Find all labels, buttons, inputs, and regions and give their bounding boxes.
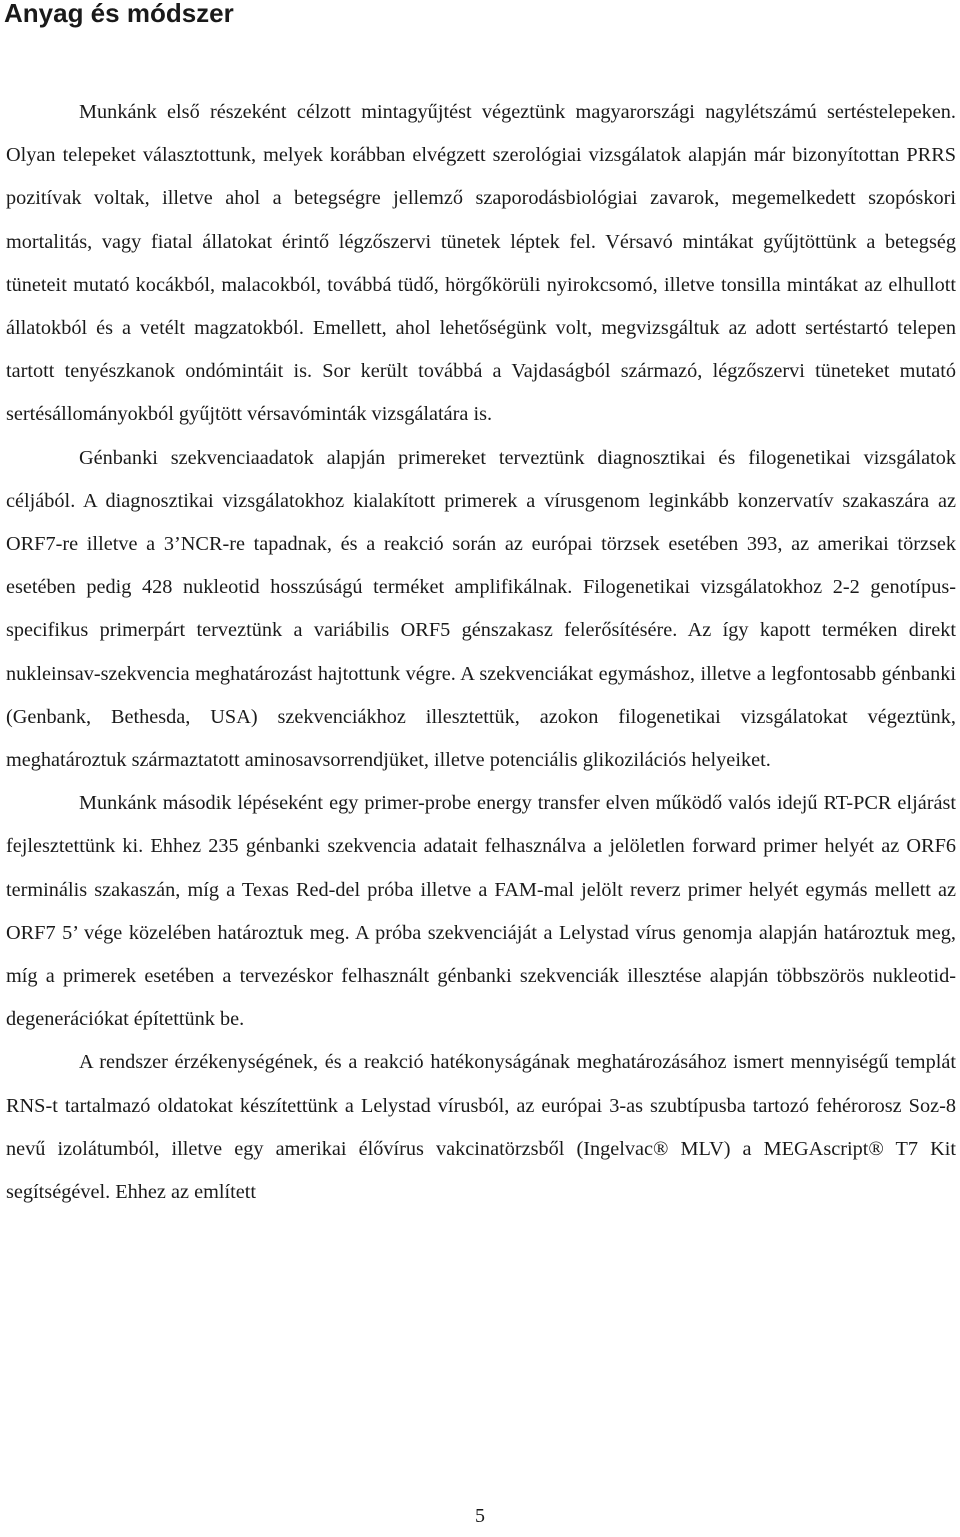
page-number: 5 xyxy=(475,1505,485,1527)
paragraph-4: A rendszer érzékenységének, és a reakció hatékonyságának meghatározásához ismert mennyiségű templát RNS-t tartalmazó oldatokat készítettünk a Lelystad vírusból, az európai 3-as szubtípusba tartozó fehérorosz Soz-8 nevű izolátumból, illetve egy amerikai élővírus vakcinatörzsből (Ingelvac® MLV) a MEGAscript® T7 Kit segítségével. Ehhez az említett xyxy=(6,1051,956,1204)
body-text xyxy=(6,91,956,1214)
paragraph-3: Munkánk második lépéseként egy primer-probe energy transfer elven működő valós idejű RT-PCR eljárást fejlesztettünk ki. Ehhez 235 génbanki szekvencia adatait felhasználva a jelöletlen forward primer helyét az ORF6 terminális szakaszán, míg a Texas Red-del próba illetve a FAM-mal jelölt reverz primer helyét egymás mellett az ORF7 5’ vége közelében határoztuk meg. A próba szekvenciáját a Lelystad vírus genomja alapján határoztuk meg, míg a primerek esetében a tervezéskor felhasznált génbanki szekvenciák illesztése alapján többszörös nukleotid-degenerációkat építettünk be. xyxy=(6,792,956,1031)
section-heading: Anyag és módszer xyxy=(4,0,234,28)
paragraph-1: Munkánk első részeként célzott mintagyűjtést végeztünk magyarországi nagylétszámú sertéstelepeken. Olyan telepeket választottunk, melyek korábban elvégzett szerológiai vizsgálatok alapján már bizonyítottan PRRS pozitívak voltak, illetve ahol a betegségre jellemző szaporodásbiológiai zavarok, megemelkedett szopóskori mortalitás, vagy fiatal állatokat érintő légzőszervi tünetek léptek fel. Vérsavó mintákat gyűjtöttünk a betegség tüneteit mutató kocákból, malacokból, továbbá tüdő, hörgőkörüli nyirokcsomó, illetve tonsilla mintákat az elhullott állatokból és a vetélt magzatokból. Emellett, ahol lehetőségünk volt, megvizsgáltuk az adott sertéstartó telepen tartott tenyészkanok ondómintáit is. Sor került továbbá a Vajdaságból származó, légzőszervi tüneteket mutató sertésállományokból gyűjtött vérsavóminták vizsgálatára is. xyxy=(6,101,956,426)
paragraph-2: Génbanki szekvenciaadatok alapján primereket terveztünk diagnosztikai és filogenetikai vizsgálatok céljából. A diagnosztikai vizsgálatokhoz kialakított primerek a vírusgenom leginkább konzervatív szakaszára az ORF7-re illetve a 3’NCR-re tapadnak, és a reakció során az európai törzsek esetében 393, az amerikai törzsek esetében pedig 428 nukleotid hosszúságú terméket amplifikálnak. Filogenetikai vizsgálatokhoz 2-2 genotípus-specifikus primerpárt terveztünk a variábilis ORF5 génszakasz felerősítésére. Az így kapott terméken direkt nukleinsav-szekvencia meghatározást hajtottunk végre. A szekvenciákat egymáshoz, illetve a legfontosabb génbanki (Genbank, Bethesda, USA) szekvenciákhoz illesztettük, azokon filogenetikai vizsgálatokat végeztünk, meghatároztuk származtatott aminosavsorrendjüket, illetve potenciális glikozilációs helyeiket. xyxy=(6,446,956,772)
